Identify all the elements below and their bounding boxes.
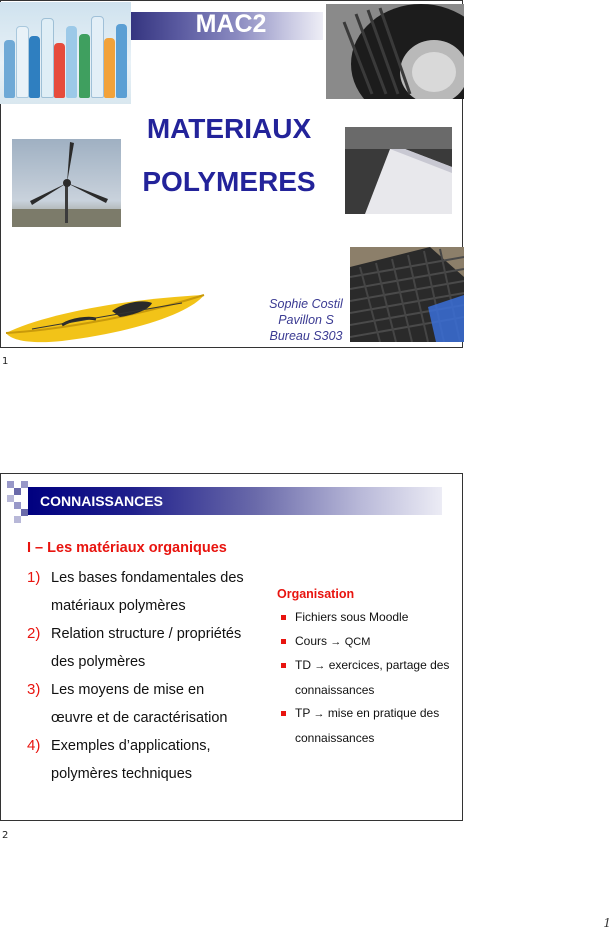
organisation-list <box>281 606 463 750</box>
list-item <box>27 760 267 788</box>
item-number: 4) <box>27 737 41 754</box>
item-text: connaissances <box>295 682 375 697</box>
arrow-icon: → <box>330 635 342 648</box>
course-title: MAC2 <box>195 10 267 38</box>
slide-number-2: 2 <box>2 830 9 841</box>
arrow-icon: → <box>314 660 326 672</box>
main-title-line2: POLYMERES <box>142 166 316 197</box>
item-text: Relation structure / propriétés <box>51 626 242 642</box>
decor-square <box>14 502 21 509</box>
slide-number-1: 1 <box>2 356 9 367</box>
kayak-image <box>2 281 206 346</box>
decor-square <box>7 495 14 502</box>
author-block <box>236 296 376 344</box>
section-title: I – Les matériaux organiques <box>27 540 227 556</box>
item-text: mise en pratique des <box>327 706 440 720</box>
plastic-bottles-image <box>0 2 131 104</box>
topics-list <box>27 564 267 788</box>
decor-square <box>21 509 28 516</box>
item-text: polymères techniques <box>51 766 193 782</box>
item-number: 1) <box>27 569 41 586</box>
item-text: œuvre et de caractérisation <box>51 710 228 726</box>
item-text: Les bases fondamentales des <box>51 570 244 586</box>
author-name: Sophie Costil <box>269 297 343 311</box>
bullet-icon <box>281 639 286 644</box>
decor-square <box>14 488 21 495</box>
polymer-sheet-image <box>345 127 452 214</box>
list-item <box>27 592 267 620</box>
wind-turbine-image <box>12 139 121 227</box>
arrow-icon: → <box>313 708 325 720</box>
list-item <box>27 620 267 648</box>
item-text: QCM <box>344 635 371 648</box>
item-text: exercices, partage des <box>328 658 450 672</box>
item-text: Cours <box>295 633 328 648</box>
slide-header: CONNAISSANCES <box>40 493 163 509</box>
list-item <box>27 676 267 704</box>
item-text: des polymères <box>51 654 146 670</box>
item-text: Les moyens de mise en <box>51 682 205 698</box>
item-text: matériaux polymères <box>51 598 186 614</box>
organisation-title: Organisation <box>277 587 355 601</box>
item-text: TP <box>295 706 311 720</box>
list-item <box>281 679 463 703</box>
item-text: TD <box>295 658 311 672</box>
list-item <box>27 732 267 760</box>
author-building: Pavillon S <box>278 313 334 327</box>
tire-image <box>326 4 464 99</box>
author-office: Bureau S303 <box>269 329 343 343</box>
item-number: 3) <box>27 681 41 698</box>
item-text: connaissances <box>295 730 375 745</box>
item-text: Fichiers sous Moodle <box>295 610 409 624</box>
item-number: 2) <box>27 625 41 642</box>
decor-square <box>7 481 14 488</box>
list-item <box>27 564 267 592</box>
main-title-line1: MATERIAUX <box>146 113 312 144</box>
page-number: 1 <box>603 916 611 930</box>
list-item <box>27 648 267 676</box>
bullet-icon <box>281 615 286 620</box>
list-item <box>281 702 463 727</box>
list-item <box>27 704 267 732</box>
item-text: Exemples d’applications, <box>51 738 211 754</box>
decor-square <box>14 516 21 523</box>
list-item <box>281 606 463 630</box>
list-item <box>281 727 463 751</box>
list-item <box>281 630 463 655</box>
bullet-icon <box>281 663 286 668</box>
decor-square <box>21 481 28 488</box>
bullet-icon <box>281 711 286 716</box>
list-item <box>281 654 463 679</box>
